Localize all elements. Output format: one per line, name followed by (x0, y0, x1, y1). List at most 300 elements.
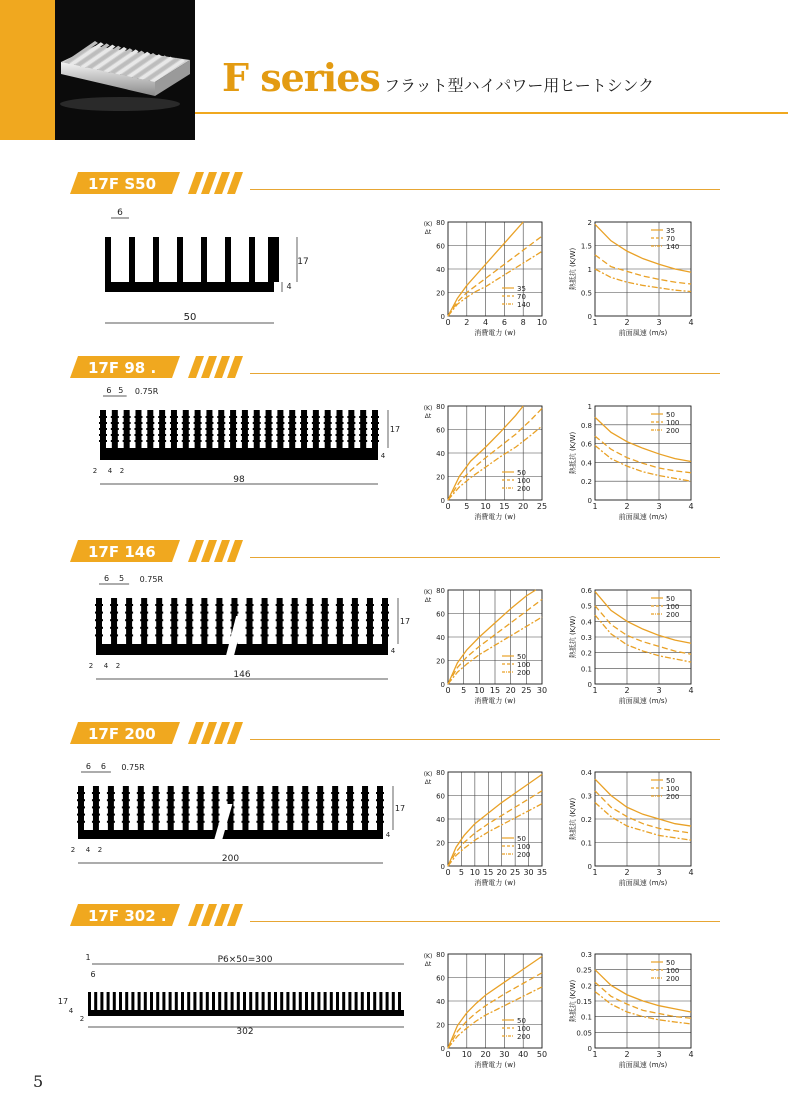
profile-fin-groove (312, 416, 320, 418)
temp-chart-xtick-label: 25 (536, 502, 548, 511)
profile-fin (367, 992, 370, 1010)
profile-fin-groove (158, 434, 166, 436)
profile-fin-groove (134, 422, 142, 424)
profile-fin-groove (286, 821, 294, 823)
profile-fin-groove (300, 422, 308, 424)
profile-fin-groove (324, 440, 332, 442)
profile-fin-groove (212, 806, 220, 808)
profile-fin-groove (276, 634, 284, 636)
profile-fin-groove (229, 440, 237, 442)
profile-fin-groove (336, 604, 344, 606)
profile-fin-groove (170, 428, 178, 430)
dim-gap-label: 4 (107, 467, 113, 475)
dim-width-label: 146 (233, 670, 251, 680)
profile-fin-groove (205, 428, 213, 430)
resistance-chart-ylabel: 熱抵抗 (K/W) (569, 431, 577, 475)
profile-fin-groove (316, 799, 324, 801)
profile-fin-groove (185, 612, 193, 614)
page-number: 5 (33, 1072, 44, 1091)
profile-fin-groove (261, 627, 269, 629)
profile-fin-groove (291, 634, 299, 636)
profile-fin-groove (200, 604, 208, 606)
resistance-chart-series-line-200 (595, 803, 691, 841)
profile-fin-groove (125, 604, 133, 606)
profile-fin-groove (351, 612, 359, 614)
profile-fin-groove (185, 627, 193, 629)
profile-fin-groove (271, 814, 279, 816)
profile-fin-groove (276, 422, 284, 424)
profile-fin-groove (366, 604, 374, 606)
profile-fin-groove (140, 634, 148, 636)
dim-base-label: 4 (286, 282, 292, 291)
dim-radius-label: 0.75R (134, 387, 159, 396)
profile-fin-groove (331, 814, 339, 816)
profile-fin-groove (241, 434, 249, 436)
temp-chart-yunit: (K) (423, 953, 433, 960)
profile-fin-groove (316, 814, 324, 816)
resistance-chart-ytick-label: 0.05 (576, 1029, 592, 1038)
temp-chart-legend-label: 35 (517, 285, 526, 293)
profile-fin (224, 992, 227, 1010)
profile-fin-groove (276, 619, 284, 621)
profile-fin-groove (137, 821, 145, 823)
profile-fin-groove (276, 604, 284, 606)
temp-chart-ytick-label: 20 (436, 657, 445, 666)
profile-fin-groove (217, 428, 225, 430)
dim-base-label: 4 (380, 452, 386, 460)
profile-fin-groove (324, 416, 332, 418)
profile-fin-groove (246, 604, 254, 606)
profile-fin-groove (155, 634, 163, 636)
profile-fin-groove (241, 814, 249, 816)
profile-fin-groove (125, 619, 133, 621)
profile-fin-groove (170, 627, 178, 629)
resistance-chart-xtick-label: 1 (592, 868, 598, 877)
profile-fin-groove (152, 799, 160, 801)
profile-fin-groove (217, 422, 225, 424)
profile-fin-groove (95, 612, 103, 614)
profile-fin-groove (301, 821, 309, 823)
profile-fin-groove (241, 799, 249, 801)
resistance-chart-xlabel: 前面風速 (m/s) (618, 329, 668, 337)
profile-fin-groove (271, 792, 279, 794)
dim-base-label: 4 (385, 831, 391, 839)
profile-fin-groove (246, 612, 254, 614)
profile-base (100, 448, 378, 460)
charts-3 (415, 764, 715, 889)
profile-fin-groove (137, 799, 145, 801)
temp-chart-ytick-label: 0 (440, 313, 445, 321)
series-subtitle: フラット型ハイパワー用ヒートシンク (384, 76, 655, 95)
profile-fin (218, 992, 221, 1010)
profile-drawing-2 (0, 536, 420, 706)
heatsink-photo (55, 0, 195, 140)
resistance-chart-ylabel: 熱抵抗 (K/W) (569, 979, 577, 1023)
temp-chart-ytick-label: 40 (436, 634, 445, 642)
profile-fin (348, 992, 351, 1010)
resistance-chart-legend-label: 100 (666, 967, 680, 975)
resistance-chart-xtick-label: 2 (624, 686, 630, 695)
resistance-chart-ytick-label: 0.3 (580, 792, 592, 801)
profile-fin-groove (346, 806, 354, 808)
profile-fin-groove (271, 799, 279, 801)
temp-chart-xtick-label: 20 (480, 1050, 491, 1059)
profile-fin (342, 992, 345, 1010)
resistance-chart-ytick-label: 0.5 (580, 602, 592, 611)
resistance-chart-series-line-200 (595, 992, 691, 1024)
temp-chart-xtick-label: 5 (461, 686, 467, 695)
profile-fin-groove (265, 422, 273, 424)
profile-fin-groove (324, 434, 332, 436)
profile-fin-groove (366, 619, 374, 621)
profile-fin-groove (321, 634, 329, 636)
temp-chart-xtick-label: 50 (536, 1050, 548, 1059)
section-name: 17F 98 . (88, 359, 157, 377)
temp-chart-xtick-label: 6 (501, 318, 507, 327)
temp-chart-xtick-label: 8 (520, 318, 526, 327)
profile-fin (212, 992, 215, 1010)
profile-fin-groove (241, 821, 249, 823)
profile-fin-groove (205, 422, 213, 424)
profile-fin-groove (336, 634, 344, 636)
temp-chart-legend-label: 200 (517, 1033, 531, 1041)
resistance-chart-series-line-100 (595, 436, 691, 473)
profile-fin-groove (111, 428, 119, 430)
profile-fin (237, 992, 240, 1010)
profile-fin-groove (92, 806, 100, 808)
profile-fin-groove (376, 799, 384, 801)
resistance-chart-xlabel: 前面風速 (m/s) (618, 513, 668, 521)
profile-fin-groove (230, 604, 238, 606)
dim-width-label: 200 (221, 854, 240, 864)
temp-chart-xtick-label: 2 (464, 318, 470, 327)
profile-fin-groove (276, 627, 284, 629)
temp-chart-xtick-label: 0 (445, 502, 451, 511)
profile-fin (129, 237, 135, 282)
profile-fin (94, 992, 97, 1010)
temp-chart-xtick-label: 10 (536, 318, 548, 327)
profile-fin-groove (197, 821, 205, 823)
resistance-chart-ytick-label: 1 (587, 403, 592, 411)
profile-fin-groove (125, 627, 133, 629)
profile-fin-groove (122, 799, 130, 801)
resistance-chart-ytick-label: 0.8 (580, 421, 592, 430)
profile-fin-groove (158, 422, 166, 424)
profile-fin-groove (167, 821, 175, 823)
profile-fin-groove (321, 604, 329, 606)
resistance-chart-ytick-label: 0.1 (580, 665, 592, 674)
profile-fin (225, 237, 231, 282)
temp-chart-ytick-label: 80 (436, 951, 445, 959)
temp-chart-xtick-label: 30 (523, 868, 534, 877)
profile-fin-groove (276, 440, 284, 442)
profile-fin-groove (155, 627, 163, 629)
temp-chart-legend-label: 200 (517, 851, 531, 859)
profile-fin-groove (215, 604, 223, 606)
profile-fin-groove (241, 792, 249, 794)
resistance-chart-legend-label: 100 (666, 603, 680, 611)
profile-fin-groove (321, 612, 329, 614)
profile-fin-groove (229, 416, 237, 418)
profile-fin-groove (152, 821, 160, 823)
temp-chart-ytick-label: 60 (436, 974, 445, 983)
profile-fin-groove (241, 440, 249, 442)
resistance-chart-ytick-label: 0.3 (580, 634, 592, 642)
profile-fin-groove (146, 434, 154, 436)
profile-fin-groove (256, 814, 264, 816)
profile-fin-groove (361, 792, 369, 794)
section-name: 17F 302 . (88, 907, 167, 925)
profile-fin-groove (137, 814, 145, 816)
temp-chart-ytick-label: 20 (436, 839, 445, 848)
profile-fin-groove (92, 821, 100, 823)
resistance-chart-legend-label: 100 (666, 419, 680, 427)
profile-fin-groove (170, 440, 178, 442)
charts-0 (415, 214, 715, 339)
profile-fin (153, 237, 159, 282)
temp-chart-ytick-label: 0 (440, 681, 445, 689)
profile-fin (373, 992, 376, 1010)
temp-chart-legend-label: 140 (517, 301, 531, 309)
profile-fin-groove (376, 821, 384, 823)
resistance-chart-ytick-label: 0.1 (580, 1013, 592, 1022)
profile-fin-groove (371, 416, 379, 418)
profile-fin-groove (253, 428, 261, 430)
profile-fin-groove (253, 422, 261, 424)
dim-radius-label: 0.75R (139, 575, 164, 584)
resistance-chart-series-line-140 (595, 269, 691, 292)
profile-fin (330, 992, 333, 1010)
dim-edge-label: 2 (92, 467, 98, 475)
resistance-chart-series-line-100 (595, 982, 691, 1018)
profile-fin-groove (359, 416, 367, 418)
profile-fin (243, 992, 246, 1010)
profile-fin-groove (212, 821, 220, 823)
resistance-chart-xtick-label: 2 (624, 868, 630, 877)
dim-pitch-total-label: P6×50=300 (217, 955, 273, 965)
profile-fin-groove (146, 422, 154, 424)
profile-fin-groove (140, 627, 148, 629)
profile-fin-groove (122, 821, 130, 823)
profile-fin-groove (182, 792, 190, 794)
profile-fin-groove (291, 627, 299, 629)
profile-fin-groove (276, 434, 284, 436)
resistance-chart-xtick-label: 1 (592, 686, 598, 695)
profile-fin-groove (359, 434, 367, 436)
dim-pitch-label: 6 (106, 386, 112, 395)
profile-fin-groove (182, 821, 190, 823)
resistance-chart-xtick-label: 2 (624, 502, 630, 511)
profile-fin-groove (346, 814, 354, 816)
profile-fin-groove (288, 434, 296, 436)
temp-chart-ytick-label: 60 (436, 610, 445, 619)
profile-fin-groove (261, 604, 269, 606)
profile-fin-groove (253, 440, 261, 442)
section-name: 17F S50 (88, 175, 157, 193)
profile-fin-groove (110, 612, 118, 614)
resistance-chart-ytick-label: 1.5 (580, 242, 592, 251)
profile-fin-groove (351, 634, 359, 636)
profile-fin-groove (107, 806, 115, 808)
profile-fin-groove (99, 428, 107, 430)
profile-fin (138, 992, 141, 1010)
profile-fin-groove (194, 416, 202, 418)
profile-fin-groove (381, 627, 389, 629)
profile-fin-groove (286, 814, 294, 816)
profile-fin (268, 992, 271, 1010)
resistance-chart-xtick-label: 2 (624, 318, 630, 327)
profile-fin-groove (123, 416, 131, 418)
profile-fin-groove (227, 799, 235, 801)
profile-fin-groove (306, 612, 314, 614)
profile-fin-groove (261, 612, 269, 614)
profile-fin-groove (241, 428, 249, 430)
profile-fin-groove (347, 416, 355, 418)
profile-fin-groove (271, 806, 279, 808)
dim-pitch-label: 6 (117, 208, 123, 218)
profile-fin-groove (77, 799, 85, 801)
profile-fin-groove (182, 440, 190, 442)
temp-chart-xtick-label: 0 (445, 868, 451, 877)
profile-fin-groove (321, 627, 329, 629)
profile-fin-groove (182, 806, 190, 808)
profile-fin-groove (347, 434, 355, 436)
profile-fin-groove (182, 814, 190, 816)
profile-fin-groove (359, 440, 367, 442)
profile-fin-groove (336, 422, 344, 424)
resistance-chart-ytick-label: 0.4 (580, 459, 592, 468)
temp-chart-xtick-label: 4 (483, 318, 489, 327)
profile-fin-groove (122, 806, 130, 808)
temp-chart-ytick-label: 20 (436, 1021, 445, 1030)
profile-fin-groove (134, 434, 142, 436)
temp-chart-xtick-label: 15 (499, 502, 510, 511)
profile-fin-groove (306, 604, 314, 606)
profile-fin-groove (212, 814, 220, 816)
profile-base (88, 1010, 404, 1016)
profile-drawing-4 (0, 900, 420, 1070)
profile-fin-groove (229, 434, 237, 436)
profile-fin-groove (316, 821, 324, 823)
profile-fin-groove (271, 821, 279, 823)
temp-chart-xtick-label: 10 (469, 868, 480, 877)
profile-fin (249, 992, 252, 1010)
profile-fin-groove (99, 416, 107, 418)
profile-fin-groove (276, 428, 284, 430)
profile-fin-groove (321, 619, 329, 621)
temp-chart-xtick-label: 30 (499, 1050, 510, 1059)
temp-chart-legend-label: 200 (517, 669, 531, 677)
resistance-chart-legend-label: 200 (666, 611, 680, 619)
profile-fin-groove (301, 799, 309, 801)
resistance-chart-ytick-label: 1 (587, 266, 592, 274)
profile-fin-groove (182, 799, 190, 801)
resistance-chart-ytick-label: 0 (587, 313, 592, 321)
resistance-chart-ytick-label: 0.4 (580, 618, 592, 627)
profile-base (105, 282, 274, 292)
profile-fin-groove (111, 440, 119, 442)
resistance-chart-ytick-label: 0 (587, 1045, 592, 1053)
temp-chart-xtick-label: 10 (461, 1050, 472, 1059)
profile-fin-groove (229, 428, 237, 430)
header-rule (195, 112, 788, 114)
profile-fin-groove (205, 434, 213, 436)
profile-fin-groove (155, 612, 163, 614)
profile-fin-groove (200, 619, 208, 621)
temp-chart-ytick-label: 20 (436, 473, 445, 482)
resistance-chart-xlabel: 前面風速 (m/s) (618, 879, 668, 887)
profile-fin-groove (194, 428, 202, 430)
temp-chart-xlabel: 消費電力 (w) (474, 513, 516, 521)
profile-fin-groove (256, 806, 264, 808)
resistance-chart-xtick-label: 4 (688, 502, 694, 511)
dim-gap-label: 4 (85, 846, 91, 854)
temp-chart-ylabel: Δt (424, 597, 432, 604)
resistance-chart-xtick-label: 1 (592, 1050, 598, 1059)
profile-fin-groove (182, 422, 190, 424)
temp-chart-ytick-label: 40 (436, 998, 445, 1006)
profile-fin-groove (134, 416, 142, 418)
dim-height-label: 17 (297, 257, 309, 267)
profile-fin-groove (77, 821, 85, 823)
profile-fin (274, 992, 277, 1010)
resistance-chart-xtick-label: 4 (688, 1050, 694, 1059)
profile-fin-groove (361, 799, 369, 801)
resistance-chart-legend-label: 50 (666, 411, 675, 419)
profile-fin-groove (158, 416, 166, 418)
profile-fin-groove (336, 627, 344, 629)
temp-chart-xtick-label: 20 (518, 502, 529, 511)
temp-chart-xtick-label: 25 (521, 686, 532, 695)
profile-fin-groove (256, 792, 264, 794)
temp-chart-ylabel: Δt (424, 779, 432, 786)
profile-fin-groove (265, 428, 273, 430)
profile-fin-groove (291, 604, 299, 606)
profile-fin-groove (185, 634, 193, 636)
profile-fin-groove (182, 434, 190, 436)
profile-fin-groove (301, 806, 309, 808)
temp-chart-yunit: (K) (423, 221, 433, 228)
profile-fin (125, 992, 128, 1010)
profile-fin-groove (336, 428, 344, 430)
profile-fin-groove (336, 434, 344, 436)
profile-fin (187, 992, 190, 1010)
profile-fin-groove (288, 440, 296, 442)
profile-fin-groove (376, 806, 384, 808)
profile-fin (286, 992, 289, 1010)
temp-chart-xtick-label: 0 (445, 318, 451, 327)
profile-fin-groove (227, 821, 235, 823)
profile-fin-groove (170, 619, 178, 621)
profile-fin-groove (253, 416, 261, 418)
profile-fin (231, 992, 234, 1010)
resistance-chart-ytick-label: 0.2 (580, 816, 592, 824)
profile-fin-groove (288, 428, 296, 430)
resistance-chart-xtick-label: 4 (688, 686, 694, 695)
profile-fin-groove (336, 619, 344, 621)
profile-fin-groove (347, 428, 355, 430)
profile-fin-groove (185, 604, 193, 606)
resistance-chart-ytick-label: 0.6 (580, 587, 592, 595)
profile-fin-groove (306, 627, 314, 629)
profile-fin-groove (122, 792, 130, 794)
resistance-chart-ytick-label: 0.25 (576, 966, 592, 975)
dim-pitch-label: 5 (119, 574, 125, 583)
temp-chart-xtick-label: 20 (505, 686, 516, 695)
resistance-chart-legend-label: 200 (666, 793, 680, 801)
profile-fin-groove (347, 440, 355, 442)
dim-edge-label: 2 (88, 662, 94, 670)
